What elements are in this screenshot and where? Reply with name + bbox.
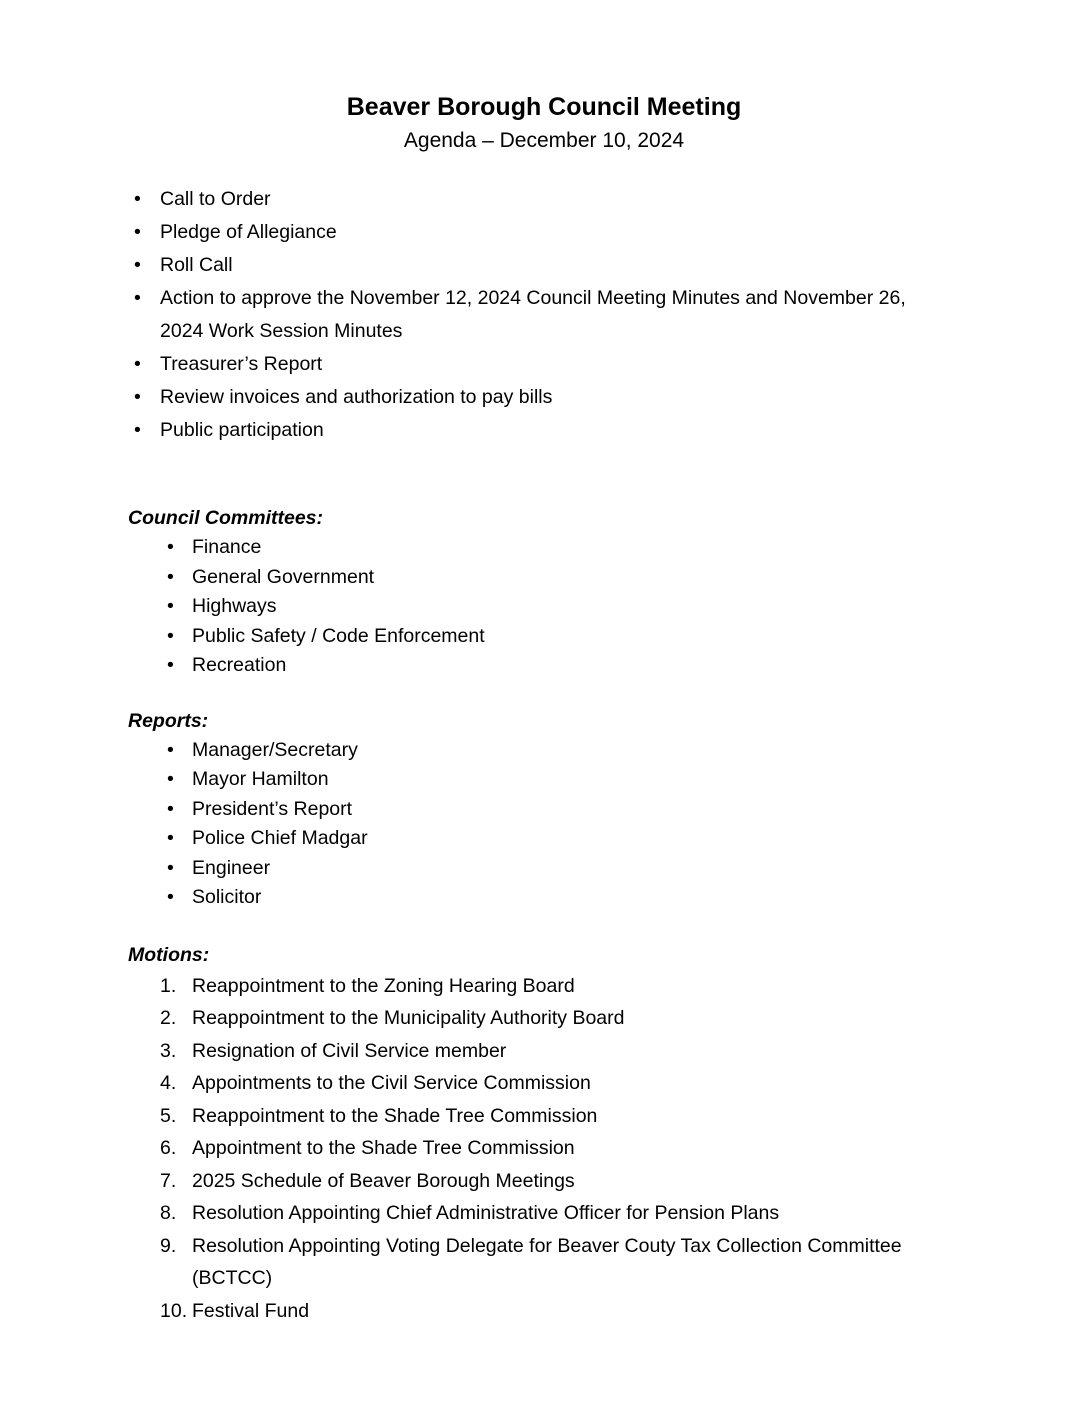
committees-list: [160, 533, 960, 681]
motion-number: 2.: [160, 1007, 177, 1029]
motions-list: [160, 970, 960, 1328]
page-title: Beaver Borough Council Meeting: [346, 93, 742, 121]
report-item: [160, 795, 960, 825]
motion-item-text: Appointment to the Shade Tree Commission: [192, 1137, 575, 1159]
committee-item: [160, 533, 960, 563]
motion-item-text: Appointments to the Civil Service Commission: [192, 1072, 591, 1094]
bullet-icon: •: [167, 565, 174, 588]
bullet-icon: •: [167, 595, 174, 617]
motion-item: [160, 1197, 960, 1230]
bullet-icon: •: [167, 886, 174, 908]
motion-item: [160, 1132, 960, 1165]
report-item: [160, 824, 960, 854]
agenda-item: [128, 414, 960, 447]
committee-item: [160, 592, 960, 622]
agenda-item: [128, 183, 960, 216]
motion-item-text: Reappointment to the Zoning Hearing Board: [192, 974, 575, 997]
motion-number: 6.: [160, 1137, 177, 1159]
motion-item: [160, 970, 960, 1003]
report-item: [160, 883, 960, 913]
agenda-item: [128, 216, 960, 249]
report-item: [160, 854, 960, 884]
agenda-item-text: Public participation: [160, 419, 324, 441]
motion-item: [160, 1165, 960, 1198]
motion-number: 8.: [160, 1202, 177, 1224]
bullet-icon: •: [167, 856, 174, 879]
report-item-text: President’s Report: [192, 797, 353, 820]
report-item-text: Solicitor: [192, 886, 262, 908]
agenda-item-text: Action to approve the November 12, 2024 Council Meeting Minutes and November 26, 2024 Work Session Minutes: [160, 287, 906, 342]
report-item-text: Police Chief Madgar: [192, 827, 368, 849]
committees-section: [128, 504, 960, 681]
committee-item-text: General Government: [192, 565, 375, 588]
motion-item-text: Reappointment to the Municipality Authority Board: [192, 1007, 625, 1029]
motion-item-text: Reappointment to the Shade Tree Commission: [192, 1104, 598, 1127]
agenda-item-text: Pledge of Allegiance: [160, 221, 337, 243]
bullet-icon: •: [134, 188, 141, 210]
report-item: [160, 736, 960, 766]
motion-number: 1.: [160, 974, 177, 997]
bullet-icon: •: [167, 624, 174, 647]
motion-number: 9.: [160, 1234, 177, 1257]
bullet-icon: •: [134, 386, 141, 408]
motion-item: [160, 1100, 960, 1133]
committee-item-text: Finance: [192, 536, 262, 558]
bullet-icon: •: [134, 287, 141, 309]
agenda-item: [128, 282, 960, 348]
agenda-item: [128, 348, 960, 381]
motion-item-text: Festival Fund: [192, 1299, 310, 1322]
motion-item-text: Resolution Appointing Chief Administrative Officer for Pension Plans: [192, 1202, 780, 1224]
motion-item-text: Resolution Appointing Voting Delegate for Beaver Couty Tax Collection Committee (BCTCC): [192, 1234, 902, 1289]
reports-heading: Reports:: [128, 709, 209, 732]
motion-item-text: Resignation of Civil Service member: [192, 1039, 507, 1062]
motion-number: 5.: [160, 1104, 177, 1127]
committee-item-text: Recreation: [192, 654, 287, 676]
agenda-list: [128, 183, 960, 447]
motion-number: 4.: [160, 1072, 177, 1094]
agenda-item-text: Treasurer’s Report: [160, 353, 323, 375]
bullet-icon: •: [134, 353, 141, 375]
bullet-icon: •: [167, 797, 174, 820]
report-item-text: Mayor Hamilton: [192, 768, 329, 790]
committees-heading: Council Committees:: [128, 507, 324, 529]
motion-item: [160, 1002, 960, 1035]
page-subtitle: Agenda – December 10, 2024: [403, 129, 685, 152]
report-item-text: Engineer: [192, 856, 271, 879]
reports-section: [128, 707, 960, 913]
reports-list: [160, 736, 960, 913]
bullet-icon: •: [167, 738, 174, 761]
committee-item-text: Highways: [192, 595, 277, 617]
motion-item-text: 2025 Schedule of Beaver Borough Meetings: [192, 1169, 575, 1192]
agenda-item: [128, 249, 960, 282]
bullet-icon: •: [167, 536, 174, 558]
motion-number: 10.: [160, 1299, 188, 1322]
report-item: [160, 765, 960, 795]
bullet-icon: •: [167, 827, 174, 849]
report-item-text: Manager/Secretary: [192, 738, 358, 761]
committee-item-text: Public Safety / Code Enforcement: [192, 624, 485, 647]
motions-section: [128, 941, 960, 1328]
agenda-item-text: Review invoices and authorization to pay bills: [160, 386, 553, 408]
committee-item: [160, 622, 960, 652]
agenda-item-text: Call to Order: [160, 188, 271, 210]
agenda-item: [128, 381, 960, 414]
bullet-icon: •: [134, 254, 141, 276]
motion-item: [160, 1295, 960, 1328]
committee-item: [160, 651, 960, 681]
motion-number: 7.: [160, 1169, 177, 1192]
motions-heading: Motions:: [128, 943, 210, 966]
bullet-icon: •: [134, 221, 141, 243]
bullet-icon: •: [134, 419, 141, 441]
motion-item: [160, 1230, 960, 1295]
bullet-icon: •: [167, 654, 174, 676]
motion-item: [160, 1035, 960, 1068]
agenda-item-text: Roll Call: [160, 254, 233, 276]
committee-item: [160, 563, 960, 593]
bullet-icon: •: [167, 768, 174, 790]
motion-number: 3.: [160, 1039, 177, 1062]
motion-item: [160, 1067, 960, 1100]
